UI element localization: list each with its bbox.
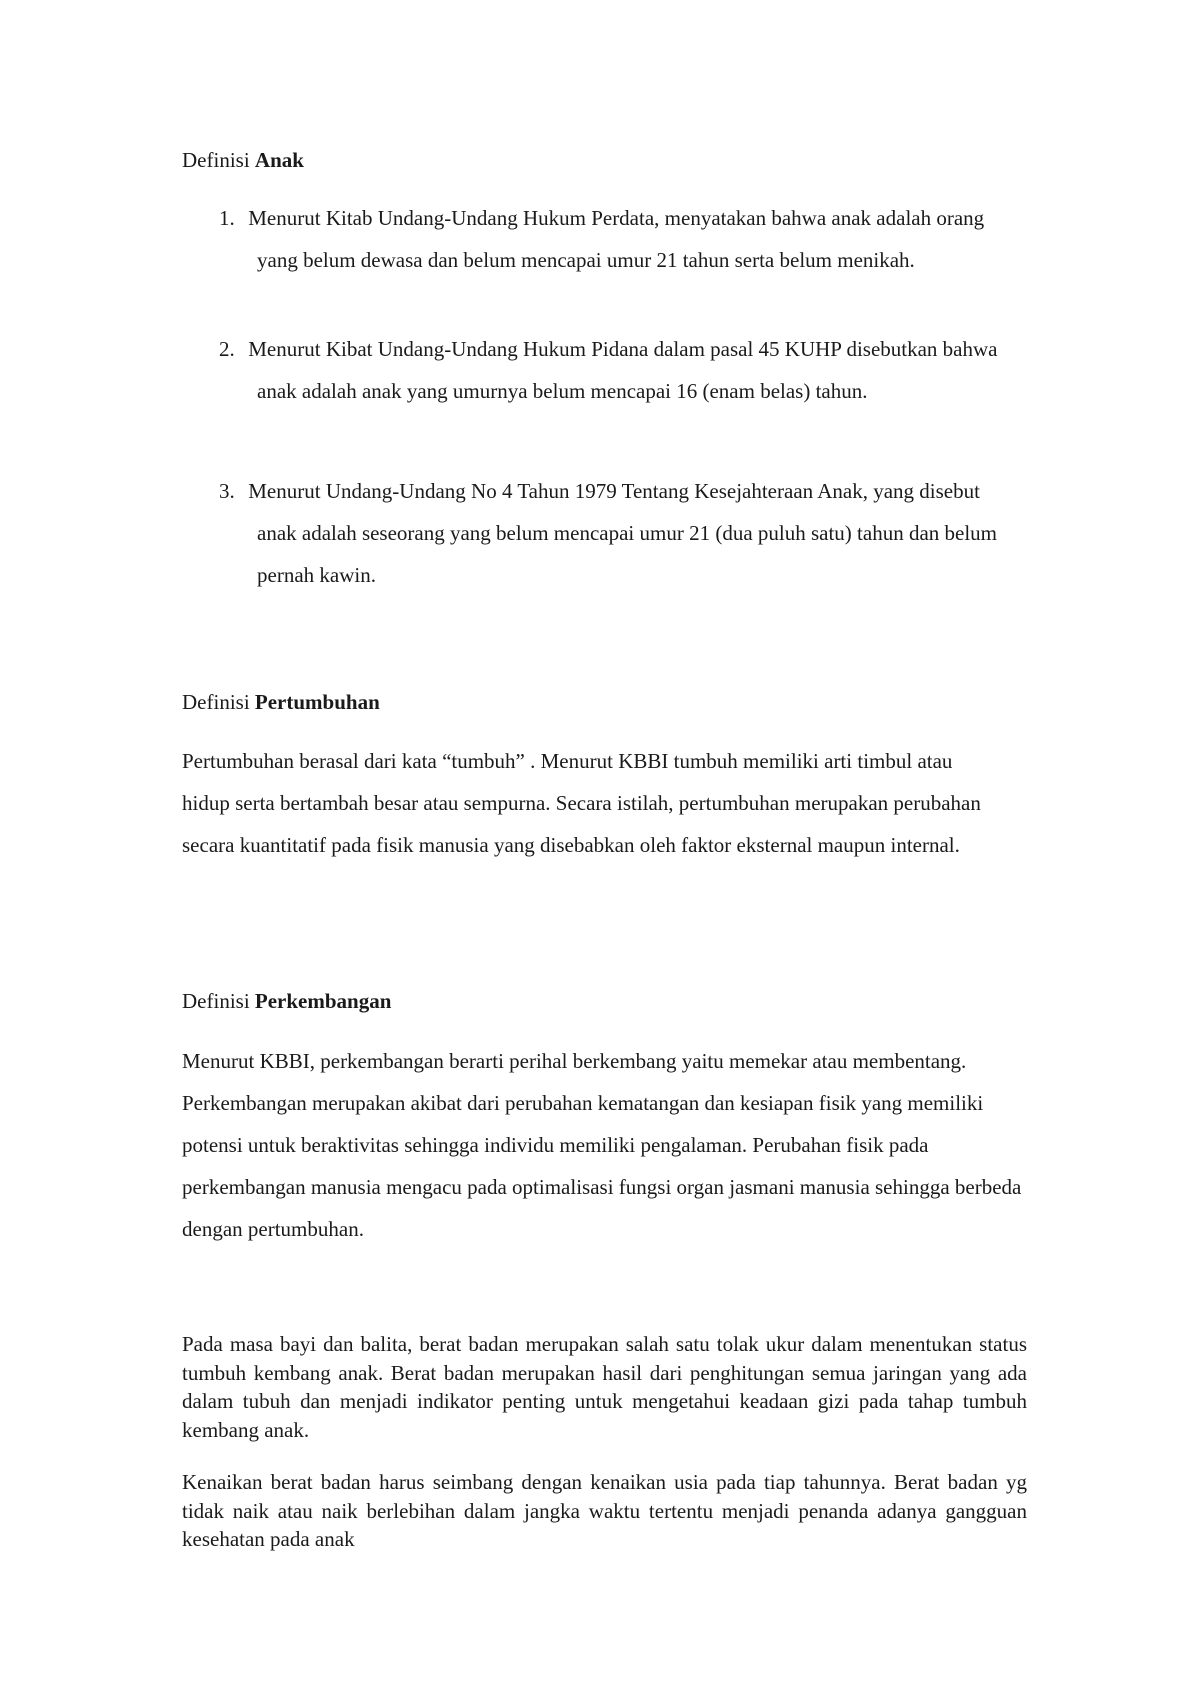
section-definisi-anak (182, 146, 1027, 174)
heading-prefix: Definisi (182, 989, 255, 1013)
paragraph-berat-badan-2 (182, 1468, 1027, 1554)
list-item-1 (182, 197, 1017, 281)
heading-prefix: Definisi (182, 148, 255, 172)
list-item-text: Menurut Undang-Undang No 4 Tahun 1979 Tentang Kesejahteraan Anak, yang disebut anak adalah seseorang yang belum mencapai umur 21 (dua puluh satu) tahun dan belum pernah kawin. (248, 479, 998, 587)
paragraph-perkembangan (182, 1040, 1032, 1250)
heading-keyword: Anak (254, 148, 304, 172)
body-perkembangan: Menurut KBBI, perkembangan berarti perihal berkembang yaitu memekar atau membentang. Perkembangan merupakan akibat dari perubahan kematangan dan kesiapan fisik yang memiliki potensi untuk beraktivitas sehingga individu memiliki pengalaman. Perubahan fisik pada perkembangan manusia mengacu pada optimalisasi fungsi organ jasmani manusia sehingga berbeda dengan pertumbuhan. (182, 1049, 1022, 1241)
list-item-text: Menurut Kibat Undang-Undang Hukum Pidana dalam pasal 45 KUHP disebutkan bahwa anak adalah anak yang umurnya belum mencapai 16 (enam belas) tahun. (248, 337, 998, 403)
list-item-number: 1. (219, 206, 235, 230)
heading-keyword: Pertumbuhan (254, 690, 380, 714)
heading-definisi-perkembangan (182, 987, 1027, 1015)
heading-keyword: Perkembangan (254, 989, 392, 1013)
paragraph-pertumbuhan (182, 740, 1002, 866)
list-item-3 (182, 470, 1017, 596)
heading-definisi-pertumbuhan (182, 688, 1027, 716)
list-item-text: Menurut Kitab Undang-Undang Hukum Perdata, menyatakan bahwa anak adalah orang yang belum dewasa dan belum mencapai umur 21 tahun serta belum menikah. (248, 206, 985, 272)
body-pertumbuhan: Pertumbuhan berasal dari kata “tumbuh” . Menurut KBBI tumbuh memiliki arti timbul atau hidup serta bertambah besar atau sempurna. Secara istilah, pertumbuhan merupakan perubahan secara kuantitatif pada fisik manusia yang disebabkan oleh faktor eksternal maupun internal. (182, 749, 981, 857)
heading-definisi-anak (182, 146, 1027, 174)
body-berat-badan-2: Kenaikan berat badan harus seimbang dengan kenaikan usia pada tiap tahunnya. Berat badan yg tidak naik atau naik berlebihan dalam jangka waktu tertentu menjadi penanda adanya gangguan kesehatan pada anak (182, 1470, 1027, 1551)
section-definisi-perkembangan (182, 987, 1027, 1015)
list-item-number: 3. (219, 479, 235, 503)
list-definisi-anak-3 (182, 470, 1017, 596)
list-definisi-anak (182, 197, 1017, 281)
body-berat-badan-1: Pada masa bayi dan balita, berat badan merupakan salah satu tolak ukur dalam menentukan status tumbuh kembang anak. Berat badan merupakan hasil dari penghitungan semua jaringan yang ada dalam tubuh dan menjadi indikator penting untuk mengetahui keadaan gizi pada tahap tumbuh kembang anak. (182, 1332, 1027, 1442)
list-definisi-anak-2 (182, 328, 1017, 412)
section-definisi-pertumbuhan (182, 688, 1027, 716)
paragraph-berat-badan-1 (182, 1330, 1027, 1444)
heading-prefix: Definisi (182, 690, 255, 714)
list-item-number: 2. (219, 337, 235, 361)
list-item-2 (182, 328, 1017, 412)
